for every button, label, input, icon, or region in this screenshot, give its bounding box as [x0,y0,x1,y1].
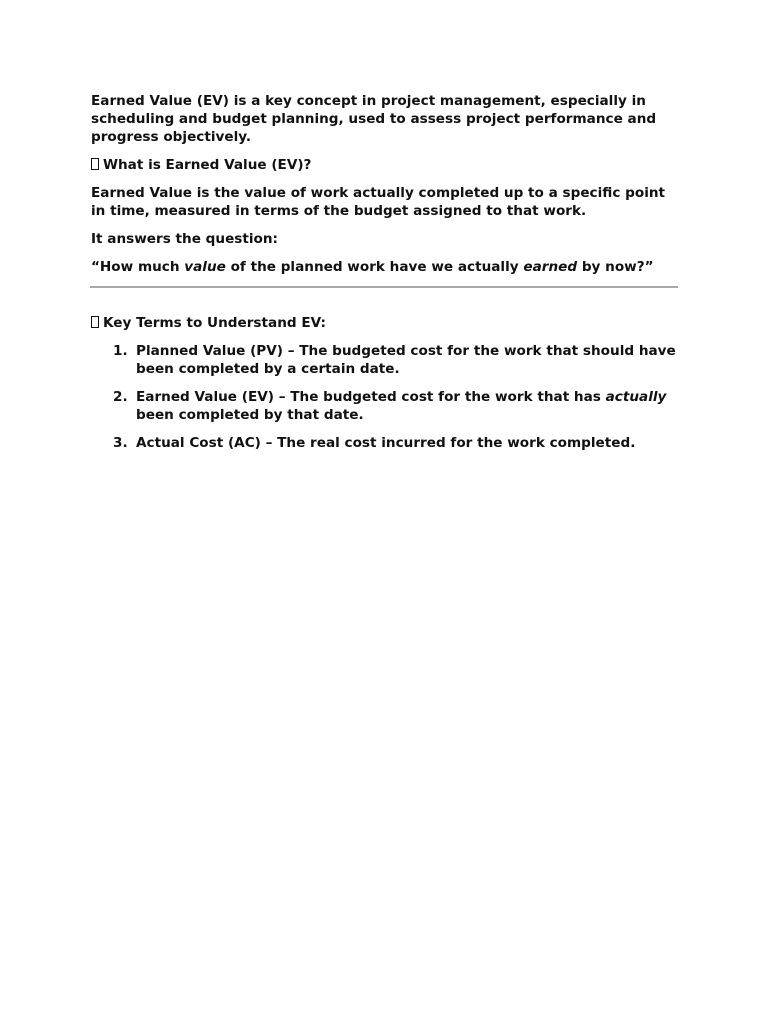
list-item [91,388,681,424]
list-item [91,434,681,452]
square-glyph-icon [91,316,99,328]
section1-heading [91,156,681,174]
square-glyph-icon [91,158,99,170]
list-item [91,342,681,378]
quote-open: “How much [91,259,185,275]
key-terms-list [91,342,681,452]
quote-close: by now?” [577,259,654,275]
quote-middle: of the planned work have we actually [225,259,524,275]
list-item-text-after: been completed by that date. [136,407,364,423]
section2-heading [91,314,681,332]
document-body [91,92,681,462]
section2-heading-text: Key Terms to Understand EV: [103,315,326,331]
quote-word-earned: earned [523,259,578,275]
list-item-text: Actual Cost (AC) – The real cost incurred for the work completed. [136,435,636,451]
list-item-number: 2. [113,389,128,405]
quote-word-value: value [184,259,226,275]
list-item-number: 3. [113,435,128,451]
list-item-text-before: Earned Value (EV) – The budgeted cost for the work that has [136,389,606,405]
section-divider [90,286,678,288]
quote-paragraph [91,258,681,276]
definition-paragraph: Earned Value is the value of work actually completed up to a specific point in time, measured in terms of the budget assigned to that work. [91,185,666,219]
list-item-number: 1. [113,343,128,359]
list-item-emphasis: actually [605,389,667,405]
lead-in-paragraph: It answers the question: [91,231,278,247]
intro-paragraph: Earned Value (EV) is a key concept in project management, especially in scheduling and budget planning, used to assess project performance and progress objectively. [91,93,657,145]
section1-heading-text: What is Earned Value (EV)? [103,157,312,173]
list-item-text: Planned Value (PV) – The budgeted cost for the work that should have been completed by a certain date. [136,343,676,377]
